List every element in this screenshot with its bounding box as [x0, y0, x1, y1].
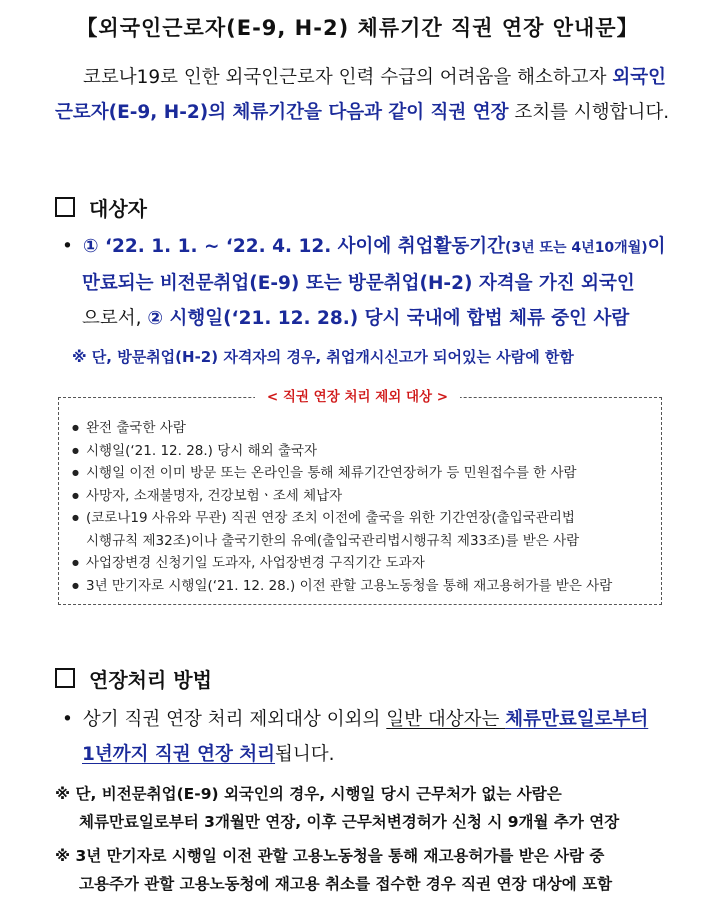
- list-item: ● 3년 만기자로 시행일(‘21. 12. 28.) 이전 관할 고용노동청을 통해 재고용허가를 받은 사람: [72, 575, 662, 598]
- target-criteria: [62, 229, 672, 336]
- checkbox-square-icon: [55, 668, 75, 688]
- list-item: ● 사업장변경 신청기일 도과자, 사업장변경 구직기간 도과자: [72, 552, 662, 575]
- method-line-1: • 상기 직권 연장 처리 제외대상 이외의 일반 대상자는 체류만료일로부터: [62, 709, 649, 730]
- list-item: ● (코로나19 사유와 무관) 직권 연장 조치 이전에 출국을 위한 기간연장(출입국관리법: [72, 507, 662, 530]
- section-heading-label: 연장처리 방법: [89, 668, 212, 692]
- list-item: ● 시행일(‘21. 12. 28.) 당시 해외 출국자: [72, 440, 662, 463]
- section-heading-targets: [55, 193, 147, 222]
- exclusion-list: [72, 417, 662, 597]
- section-heading-method: [55, 664, 212, 693]
- method-line-2: 1년까지 직권 연장 처리됩니다.: [82, 744, 335, 765]
- intro-paragraph: [55, 60, 675, 130]
- criteria-line-1: • ① ‘22. 1. 1. ~ ‘22. 4. 12. 사이에 취업활동기간(3년 또는 4년10개월)이: [62, 236, 666, 257]
- exclusion-title: < 직권 연장 처리 제외 대상 >: [0, 385, 715, 405]
- list-item: ● 시행일 이전 이미 방문 또는 온라인을 통해 체류기간연장허가 등 민원접수를 한 사람: [72, 462, 662, 485]
- intro-text-3: 조치를: [508, 102, 568, 123]
- list-item-continuation: 시행규칙 제32조)이나 출국기한의 유예(출입국관리법시행규칙 제33조)를 받은 사람: [86, 532, 580, 549]
- note-e9: ※ 단, 비전문취업(E-9) 외국인의 경우, 시행일 당시 근무처가 없는 사람은 체류만료일로부터 3개월만 연장, 이후 근무처변경허가 신청 시 9개월 추가 연장: [55, 785, 620, 831]
- intro-highlight: 외국인근로자(E-9, H-2)의 체류기간을 다음과 같이 직권 연장: [55, 67, 666, 123]
- intro-text-4: 시행합니다.: [573, 102, 670, 123]
- bullet-icon: •: [62, 236, 73, 257]
- method-paragraph: [62, 702, 672, 772]
- list-item: ● 완전 출국한 사람: [72, 417, 662, 440]
- intro-text-1: 코로나19로 인한 외국인근로자 인력 수급의 어려움을 해소하고자: [83, 67, 607, 88]
- bullet-icon: •: [62, 709, 73, 730]
- criteria-line-3: 으로서, ② 시행일(‘21. 12. 28.) 당시 국내에 합법 체류 중인 사람: [82, 308, 630, 329]
- note-renewal: ※ 3년 만기자로 시행일 이전 관할 고용노동청을 통해 재고용허가를 받은 사람 중 고용주가 관할 고용노동청에 재고용 취소를 접수한 경우 직권 연장 대상에 포함: [55, 847, 613, 893]
- section-heading-label: 대상자: [89, 197, 147, 221]
- list-item: ● 사망자, 소재불명자, 건강보험ㆍ조세 체납자: [72, 485, 662, 508]
- h2-note: ※ 단, 방문취업(H-2) 자격자의 경우, 취업개시신고가 되어있는 사람에 한함: [72, 348, 574, 366]
- checkbox-square-icon: [55, 197, 75, 217]
- page-title: 【외국인근로자(E-9, H-2) 체류기간 직권 연장 안내문】: [76, 16, 639, 40]
- criteria-line-2: 만료되는 비전문취업(E-9) 또는 방문취업(H-2) 자격을 가진 외국인: [82, 273, 635, 294]
